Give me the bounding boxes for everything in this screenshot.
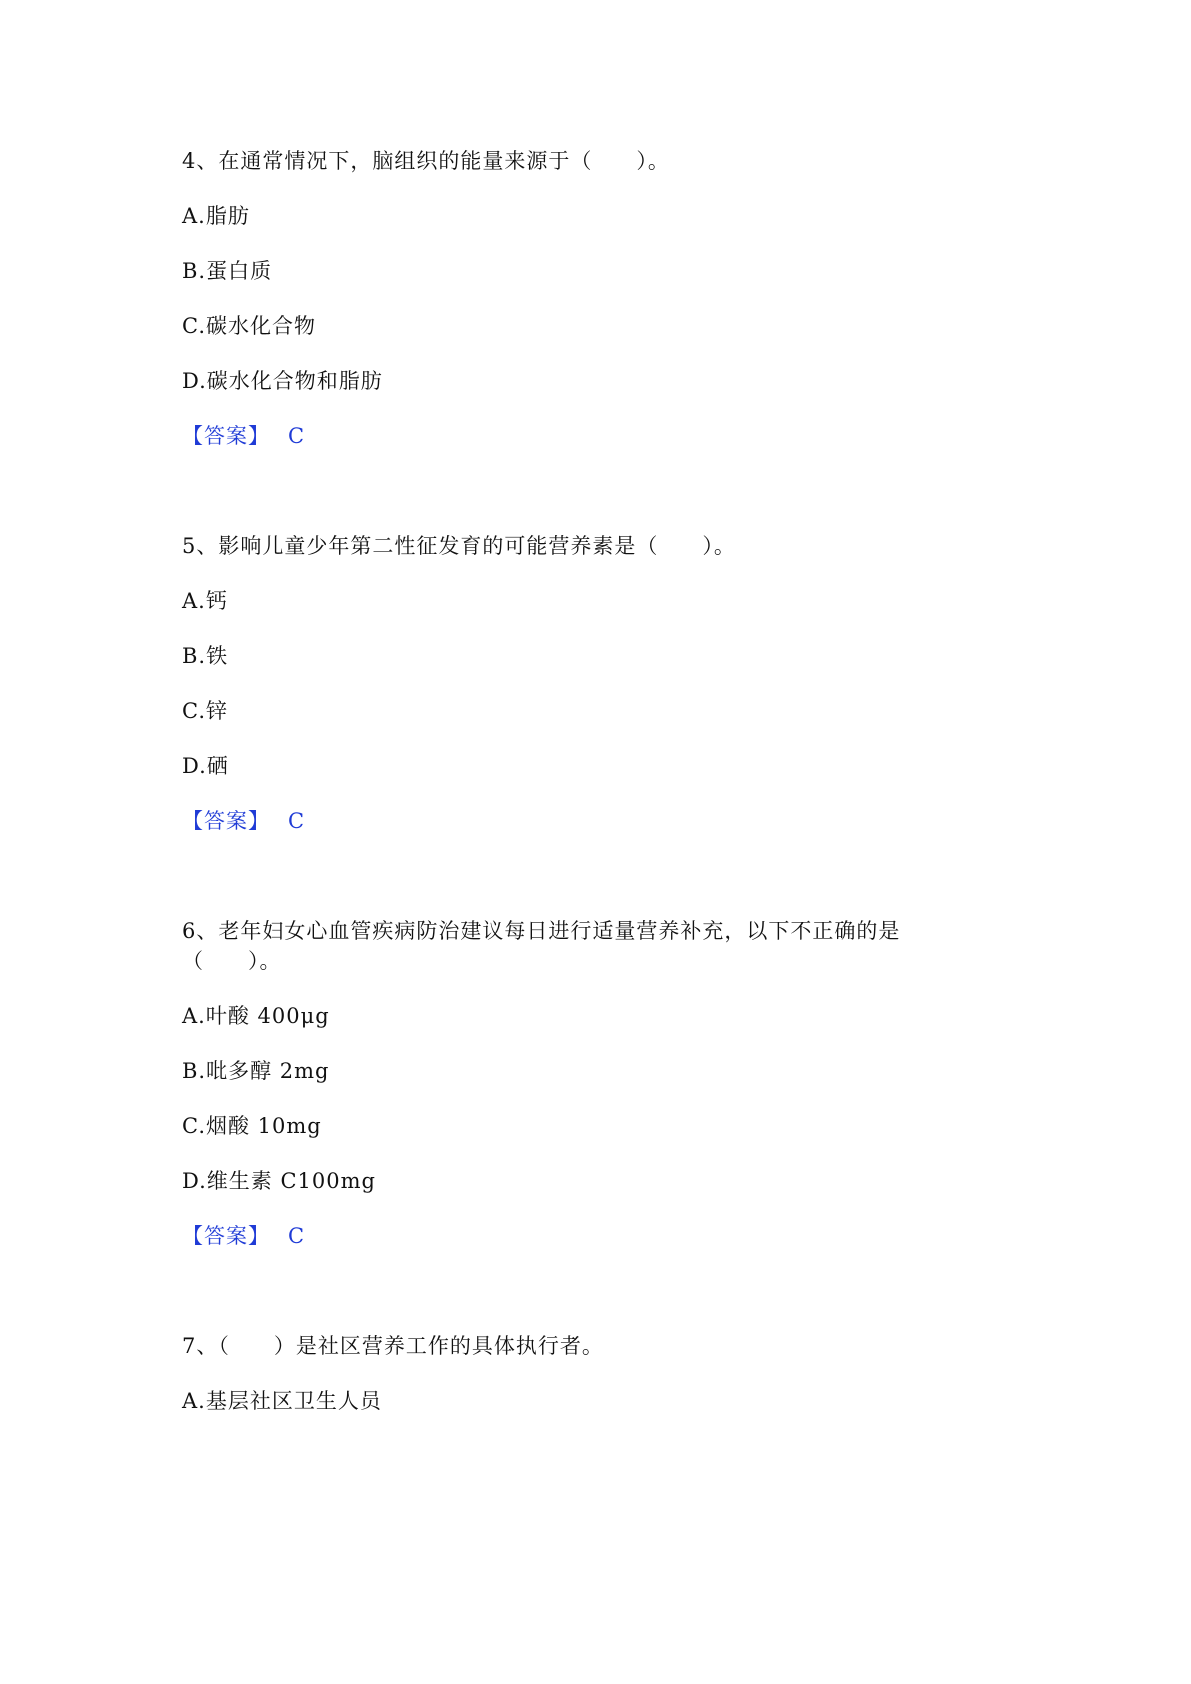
question-4-answer [182,421,305,451]
question-6-option-d: D.维生素 C100mg [182,1169,376,1193]
question-5-stem: 5、影响儿童少年第二性征发育的可能营养素是（ ）。 [182,534,736,558]
question-7-option-a: A.基层社区卫生人员 [182,1389,382,1413]
answer-value: C [288,809,306,833]
question-6-option-c: C.烟酸 10mg [182,1114,322,1138]
question-5-option-a: A.钙 [182,589,228,613]
answer-value: C [288,424,306,448]
question-5-option-b: B.铁 [182,644,229,668]
question-6-stem-line2: （ ）。 [182,949,282,973]
question-5-answer [182,806,305,836]
question-4-stem: 4、在通常情况下，脑组织的能量来源于（ ）。 [182,149,670,173]
answer-value: C [288,1224,306,1248]
question-6-stem-line1: 6、老年妇女心血管疾病防治建议每日进行适量营养补充，以下不正确的是 [182,919,901,943]
answer-label: 【答案】 [182,424,270,448]
question-4-option-c: C.碳水化合物 [182,314,316,338]
question-6-option-a: A.叶酸 400μg [182,1004,330,1028]
answer-label: 【答案】 [182,1224,270,1248]
question-5-option-c: C.锌 [182,699,228,723]
answer-label: 【答案】 [182,809,270,833]
question-6-answer [182,1221,305,1251]
question-4-option-a: A.脂肪 [182,204,250,228]
question-6-option-b: B.吡多醇 2mg [182,1059,330,1083]
question-4-option-b: B.蛋白质 [182,259,273,283]
question-4-option-d: D.碳水化合物和脂肪 [182,369,383,393]
question-7-stem: 7、（ ）是社区营养工作的具体执行者。 [182,1334,604,1358]
question-5-option-d: D.硒 [182,754,229,778]
